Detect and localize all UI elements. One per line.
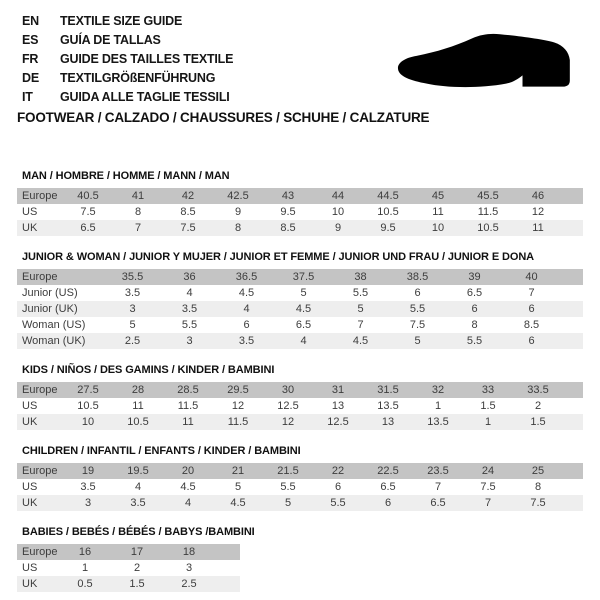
size-table-title: MAN / HOMBRE / HOMME / MANN / MAN [22, 170, 230, 182]
size-row [17, 398, 583, 414]
row-label: Europe [22, 271, 58, 283]
size-value: 11 [182, 416, 194, 428]
size-value: 7.5 [180, 222, 196, 234]
size-value: 5 [234, 481, 242, 493]
size-header-row [17, 544, 240, 560]
size-value: 22.5 [377, 465, 399, 477]
language-code: ES [22, 33, 39, 47]
size-value: 9.5 [280, 206, 296, 218]
size-value: 12.5 [327, 416, 349, 428]
row-label: US [22, 206, 38, 218]
size-value: 36.5 [235, 271, 258, 283]
row-label: Europe [22, 465, 58, 477]
row-spacer [560, 269, 583, 285]
size-value: 18 [182, 546, 196, 558]
size-value: 4.5 [238, 287, 255, 299]
size-value: 7 [528, 287, 535, 299]
size-value: 8.5 [280, 222, 296, 234]
size-value: 25 [531, 465, 545, 477]
size-value: 8 [234, 222, 242, 234]
size-value: 10.5 [127, 416, 149, 428]
size-value: 10.5 [77, 400, 99, 412]
size-value: 44 [331, 190, 345, 202]
size-value: 4 [243, 303, 250, 315]
size-value: 8 [471, 319, 478, 331]
size-value: 28.5 [177, 384, 199, 396]
size-value: 4.5 [230, 497, 246, 509]
language-code: FR [22, 52, 39, 66]
size-row [17, 285, 583, 301]
size-value: 5 [300, 287, 307, 299]
size-value: 7.5 [530, 497, 546, 509]
size-table [17, 544, 240, 592]
row-label: Europe [22, 546, 58, 558]
size-header-row [17, 382, 583, 398]
size-value: 3.5 [181, 303, 198, 315]
size-value: 35.5 [121, 271, 144, 283]
language-row [22, 50, 233, 69]
size-value: 11.5 [227, 416, 249, 428]
size-value: 46 [531, 190, 545, 202]
size-value: 6 [384, 497, 392, 509]
size-value: 17 [130, 546, 144, 558]
size-value: 3 [84, 497, 92, 509]
row-spacer [563, 398, 583, 414]
size-value: 42 [181, 190, 195, 202]
size-value: 7.5 [480, 481, 496, 493]
row-label: UK [22, 578, 38, 590]
size-value: 28 [131, 384, 145, 396]
size-value: 33.5 [527, 384, 549, 396]
size-table-section [17, 170, 583, 236]
size-value: 3.5 [130, 497, 146, 509]
size-value: 21 [231, 465, 245, 477]
size-value: 11 [532, 222, 544, 234]
size-table-section [17, 526, 583, 592]
row-label: Woman (UK) [22, 335, 86, 347]
size-value: 7 [434, 481, 442, 493]
size-value: 2 [534, 400, 542, 412]
size-row [17, 301, 583, 317]
row-label: UK [22, 222, 38, 234]
size-value: 3 [185, 562, 193, 574]
row-label: Woman (US) [22, 319, 86, 331]
size-value: 42.5 [227, 190, 249, 202]
size-value: 20 [181, 465, 195, 477]
size-value: 6 [414, 287, 421, 299]
size-row [17, 220, 583, 236]
size-value: 3 [186, 335, 193, 347]
size-value: 4.5 [352, 335, 369, 347]
size-value: 5 [129, 319, 136, 331]
size-value: 10.5 [477, 222, 499, 234]
size-value: 45.5 [477, 190, 499, 202]
row-label: US [22, 562, 38, 574]
row-label: US [22, 400, 38, 412]
size-value: 5.5 [352, 287, 369, 299]
size-value: 19.5 [127, 465, 149, 477]
size-value: 3.5 [238, 335, 255, 347]
size-value: 6 [528, 303, 535, 315]
size-table [17, 382, 583, 430]
size-value: 31.5 [377, 384, 399, 396]
row-spacer [560, 301, 583, 317]
size-value: 10 [431, 222, 445, 234]
size-value: 1.5 [480, 400, 496, 412]
size-table [17, 463, 583, 511]
size-value: 16 [78, 546, 92, 558]
size-table-title: BABIES / BEBÉS / BÉBÉS / BABYS /BAMBINI [22, 526, 255, 538]
language-code: DE [22, 71, 39, 85]
size-value: 10 [331, 206, 345, 218]
size-value: 5 [414, 335, 421, 347]
size-value: 11 [432, 206, 444, 218]
size-value: 7 [484, 497, 492, 509]
language-label: TEXTILE SIZE GUIDE [60, 14, 183, 28]
size-value: 29.5 [227, 384, 249, 396]
size-value: 13 [331, 400, 345, 412]
size-value: 3.5 [80, 481, 96, 493]
size-value: 19 [81, 465, 95, 477]
size-value: 40 [525, 271, 538, 283]
size-value: 7 [134, 222, 142, 234]
size-value: 10.5 [377, 206, 399, 218]
size-value: 13.5 [427, 416, 449, 428]
size-value: 43 [281, 190, 295, 202]
size-value: 10 [81, 416, 95, 428]
size-value: 9 [334, 222, 342, 234]
row-spacer [560, 333, 583, 349]
size-table [17, 188, 583, 236]
size-value: 6.5 [430, 497, 446, 509]
size-value: 2.5 [181, 578, 197, 590]
row-spacer [563, 204, 583, 220]
size-table-section [17, 364, 583, 430]
size-value: 38 [354, 271, 367, 283]
size-row [17, 479, 583, 495]
language-code: EN [22, 14, 39, 28]
size-value: 33 [481, 384, 495, 396]
size-value: 8.5 [180, 206, 196, 218]
size-value: 5.5 [330, 497, 346, 509]
language-label: TEXTILGRÖßENFÜHRUNG [60, 71, 216, 85]
size-value: 6 [471, 303, 478, 315]
row-spacer [563, 220, 583, 236]
size-row [17, 560, 240, 576]
row-label: Europe [22, 384, 58, 396]
row-spacer [215, 560, 240, 576]
size-value: 12.5 [277, 400, 299, 412]
size-value: 4.5 [295, 303, 312, 315]
size-value: 4.5 [180, 481, 196, 493]
language-code: IT [22, 90, 33, 104]
size-value: 40.5 [77, 190, 99, 202]
size-table-title: CHILDREN / INFANTIL / ENFANTS / KINDER / BAMBINI [22, 445, 301, 457]
language-row [22, 31, 233, 50]
size-value: 7 [357, 319, 364, 331]
size-table-section [17, 251, 583, 349]
size-value: 8.5 [523, 319, 540, 331]
footwear-heading: FOOTWEAR / CALZADO / CHAUSSURES / SCHUHE / CALZATURE [17, 110, 430, 125]
size-table-title: KIDS / NIÑOS / DES GAMINS / KINDER / BAMBINI [22, 364, 275, 376]
size-value: 6 [528, 335, 535, 347]
size-row [17, 333, 583, 349]
size-value: 12 [531, 206, 545, 218]
size-value: 1 [484, 416, 492, 428]
language-label: GUÍA DE TALLAS [60, 33, 161, 47]
size-value: 45 [431, 190, 445, 202]
size-table [17, 269, 583, 349]
row-label: UK [22, 497, 38, 509]
row-label: Europe [22, 190, 58, 202]
size-value: 13 [381, 416, 395, 428]
size-value: 6.5 [80, 222, 96, 234]
row-spacer [560, 317, 583, 333]
size-value: 27.5 [77, 384, 99, 396]
size-value: 2 [133, 562, 141, 574]
size-table-title: JUNIOR & WOMAN / JUNIOR Y MUJER / JUNIOR ET FEMME / JUNIOR UND FRAU / JUNIOR E DONA [22, 251, 535, 263]
size-tables [17, 170, 583, 600]
size-value: 6.5 [380, 481, 396, 493]
language-label: GUIDA ALLE TAGLIE TESSILI [60, 90, 230, 104]
dress-shoe-icon [396, 30, 576, 94]
size-value: 1 [434, 400, 442, 412]
row-spacer [215, 576, 240, 592]
size-value: 2.5 [124, 335, 141, 347]
language-row [22, 69, 233, 88]
size-value: 39 [468, 271, 481, 283]
size-row [17, 495, 583, 511]
size-value: 9 [234, 206, 242, 218]
row-spacer [563, 479, 583, 495]
size-value: 9.5 [380, 222, 396, 234]
size-value: 13.5 [377, 400, 399, 412]
row-spacer [563, 382, 583, 398]
row-spacer [215, 544, 240, 560]
size-value: 38.5 [406, 271, 429, 283]
size-row [17, 204, 583, 220]
size-header-row [17, 463, 583, 479]
size-value: 32 [431, 384, 445, 396]
size-value: 7.5 [80, 206, 96, 218]
row-spacer [563, 188, 583, 204]
size-value: 1.5 [530, 416, 546, 428]
size-header-row [17, 188, 583, 204]
size-value: 7.5 [409, 319, 426, 331]
size-table-section [17, 445, 583, 511]
size-value: 12 [281, 416, 295, 428]
size-value: 11 [132, 400, 144, 412]
size-value: 3.5 [124, 287, 141, 299]
size-value: 4 [300, 335, 307, 347]
row-label: Junior (US) [22, 287, 78, 299]
size-value: 30 [281, 384, 295, 396]
size-value: 11.5 [477, 206, 499, 218]
size-row [17, 414, 583, 430]
size-value: 5.5 [409, 303, 426, 315]
size-value: 36 [183, 271, 196, 283]
size-value: 4 [184, 497, 192, 509]
language-list [22, 12, 233, 107]
size-value: 1 [81, 562, 89, 574]
size-value: 5.5 [466, 335, 483, 347]
row-label: Junior (UK) [22, 303, 78, 315]
row-spacer [563, 495, 583, 511]
size-value: 44.5 [377, 190, 399, 202]
row-label: US [22, 481, 38, 493]
row-label: UK [22, 416, 38, 428]
size-value: 5.5 [280, 481, 296, 493]
language-row [22, 88, 233, 107]
size-value: 5 [357, 303, 364, 315]
size-value: 6 [243, 319, 250, 331]
size-value: 22 [331, 465, 345, 477]
size-value: 3 [129, 303, 136, 315]
size-value: 8 [134, 206, 142, 218]
size-header-row [17, 269, 583, 285]
row-spacer [560, 285, 583, 301]
size-value: 4 [134, 481, 142, 493]
size-value: 11.5 [177, 400, 199, 412]
size-value: 0.5 [77, 578, 93, 590]
size-value: 37.5 [292, 271, 315, 283]
size-value: 8 [534, 481, 542, 493]
size-value: 5.5 [181, 319, 198, 331]
size-value: 6.5 [466, 287, 483, 299]
size-value: 12 [231, 400, 245, 412]
language-label: GUIDE DES TAILLES TEXTILE [60, 52, 234, 66]
size-value: 23.5 [427, 465, 449, 477]
size-value: 6 [334, 481, 342, 493]
size-value: 24 [481, 465, 495, 477]
size-value: 21.5 [277, 465, 299, 477]
row-spacer [563, 414, 583, 430]
size-value: 4 [186, 287, 193, 299]
size-row [17, 576, 240, 592]
size-value: 1.5 [129, 578, 145, 590]
language-row [22, 12, 233, 31]
row-spacer [563, 463, 583, 479]
size-value: 5 [284, 497, 292, 509]
size-value: 31 [331, 384, 345, 396]
size-row [17, 317, 583, 333]
size-value: 6.5 [295, 319, 312, 331]
size-value: 41 [131, 190, 145, 202]
